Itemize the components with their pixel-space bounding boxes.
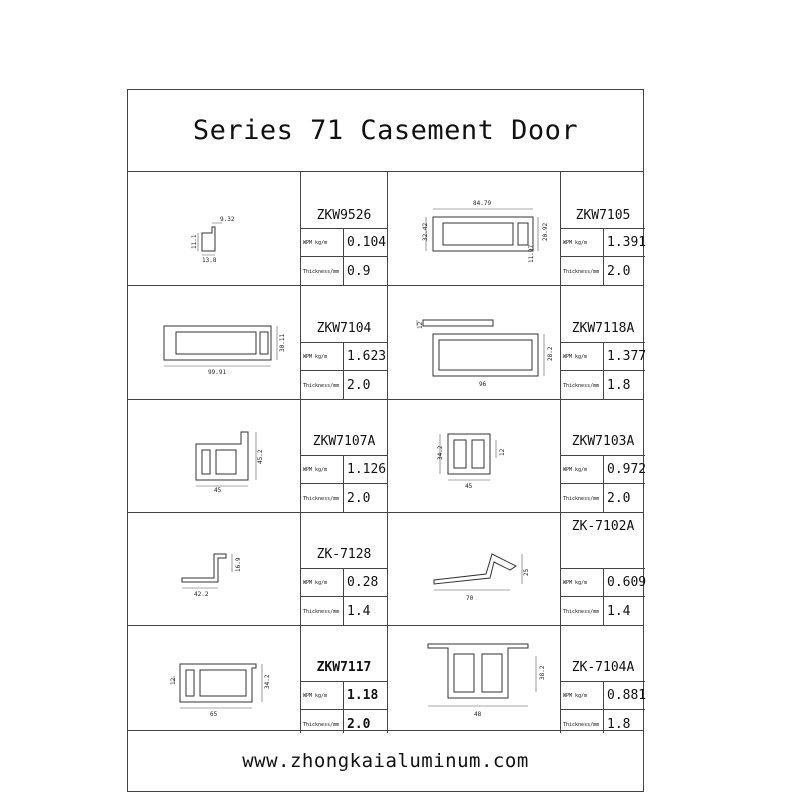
thickness-label: Thickness/mm [303, 609, 340, 615]
info-divider [343, 228, 344, 285]
weight-label: WPM kg/m [563, 580, 588, 586]
weight-value: 1.18 [347, 688, 379, 703]
dim-label: 45 [465, 483, 473, 490]
profile-code: ZK-7102A [571, 519, 635, 534]
info-divider [301, 256, 387, 257]
dim-label: 11.1 [191, 234, 198, 249]
dim-label: 12 [170, 677, 177, 685]
thickness-value: 1.8 [607, 717, 631, 732]
profile-code: ZK-7128 [316, 547, 372, 562]
info-divider [343, 568, 344, 625]
profile-code: ZKW7103A [571, 434, 635, 449]
dim-label: 96 [479, 381, 487, 388]
thickness-value: 2.0 [607, 491, 631, 506]
thickness-value: 2.0 [347, 491, 371, 506]
page-title: Series 71 Casement Door [128, 90, 643, 172]
dim-label: 70 [466, 595, 474, 602]
profile-drawing [188, 213, 248, 263]
weight-value: 0.881 [607, 688, 647, 703]
info-divider [603, 568, 604, 625]
row-divider [128, 285, 643, 286]
thickness-value: 1.4 [607, 604, 631, 619]
profile-code: ZKW7104 [316, 321, 372, 336]
weight-value: 1.391 [607, 235, 647, 250]
profile-drawing [178, 548, 268, 598]
row-divider [128, 512, 643, 513]
dim-label: 42.2 [194, 591, 209, 598]
thickness-value: 1.8 [607, 378, 631, 393]
dim-label: 11.97 [528, 244, 535, 263]
info-divider [603, 228, 604, 285]
info-divider [301, 596, 387, 597]
dim-label: 32.42 [422, 222, 429, 241]
thickness-label: Thickness/mm [303, 269, 340, 275]
thickness-label: Thickness/mm [563, 609, 600, 615]
info-divider [603, 681, 604, 733]
dim-label: 20.92 [542, 222, 549, 241]
info-divider [301, 342, 387, 343]
dim-label: 25 [523, 568, 530, 576]
thickness-label: Thickness/mm [563, 496, 600, 502]
dim-label: 12 [499, 448, 506, 456]
weight-label: WPM kg/m [563, 693, 588, 699]
dim-label: 99.91 [208, 369, 227, 376]
info-divider [301, 228, 387, 229]
weight-value: 0.609 [607, 575, 647, 590]
thickness-value: 2.0 [347, 717, 371, 732]
profile-code: ZKW7117 [316, 660, 372, 675]
dim-label: 28.2 [547, 346, 554, 361]
dim-label: 34.2 [264, 674, 271, 689]
dim-label: 45.2 [257, 449, 264, 464]
info-divider [343, 455, 344, 512]
weight-value: 1.623 [347, 349, 387, 364]
profile-code: ZKW9526 [316, 208, 372, 223]
row-divider [128, 399, 643, 400]
dim-label: 65 [210, 711, 218, 718]
weight-value: 0.972 [607, 462, 647, 477]
dim-label: 30.11 [279, 333, 286, 352]
spec-sheet [127, 89, 647, 792]
weight-label: WPM kg/m [303, 693, 328, 699]
thickness-label: Thickness/mm [303, 722, 340, 728]
weight-label: WPM kg/m [563, 467, 588, 473]
thickness-label: Thickness/mm [303, 383, 340, 389]
profile-drawing [418, 638, 548, 720]
profile-drawing [428, 428, 508, 490]
row-divider [128, 625, 643, 626]
thickness-label: Thickness/mm [563, 269, 600, 275]
thickness-value: 0.9 [347, 264, 371, 279]
dim-label: 13.8 [202, 257, 217, 264]
weight-value: 1.126 [347, 462, 387, 477]
dim-label: 38.2 [539, 665, 546, 680]
info-divider [301, 370, 387, 371]
dim-label: 9.32 [220, 216, 235, 223]
weight-value: 0.28 [347, 575, 379, 590]
info-divider [343, 342, 344, 399]
profile-drawing [166, 658, 276, 718]
profile-drawing [418, 193, 553, 268]
weight-label: WPM kg/m [303, 240, 328, 246]
weight-label: WPM kg/m [303, 467, 328, 473]
dim-label: 16.9 [235, 557, 242, 572]
dim-label: 12 [417, 321, 424, 329]
website-url: www.zhongkaialuminum.com [128, 730, 643, 791]
profile-code: ZK-7104A [571, 660, 635, 675]
col-divider [387, 171, 388, 733]
info-divider [301, 455, 387, 456]
thickness-label: Thickness/mm [563, 722, 600, 728]
info-divider [301, 709, 387, 710]
weight-label: WPM kg/m [563, 240, 588, 246]
info-divider [301, 483, 387, 484]
info-divider [603, 455, 604, 512]
weight-value: 1.377 [607, 349, 647, 364]
profile-code: ZKW7107A [312, 434, 376, 449]
dim-label: 34.2 [437, 445, 444, 460]
weight-label: WPM kg/m [303, 354, 328, 360]
weight-label: WPM kg/m [303, 580, 328, 586]
thickness-label: Thickness/mm [563, 383, 600, 389]
weight-label: WPM kg/m [563, 354, 588, 360]
profile-code: ZKW7105 [575, 208, 631, 223]
profile-drawing [186, 424, 276, 494]
profile-drawing [413, 312, 553, 392]
weight-value: 0.104 [347, 235, 387, 250]
dim-label: 48 [474, 711, 482, 718]
dim-label: 45 [214, 487, 222, 494]
thickness-label: Thickness/mm [303, 496, 340, 502]
info-divider [301, 681, 387, 682]
info-divider [343, 681, 344, 733]
info-divider [301, 568, 387, 569]
thickness-value: 1.4 [347, 604, 371, 619]
profile-drawing [156, 318, 286, 378]
thickness-value: 2.0 [347, 378, 371, 393]
profile-drawing [426, 548, 536, 608]
profile-code: ZKW7118A [571, 321, 635, 336]
info-divider [603, 342, 604, 399]
dim-label: 84.79 [473, 200, 492, 207]
thickness-value: 2.0 [607, 264, 631, 279]
